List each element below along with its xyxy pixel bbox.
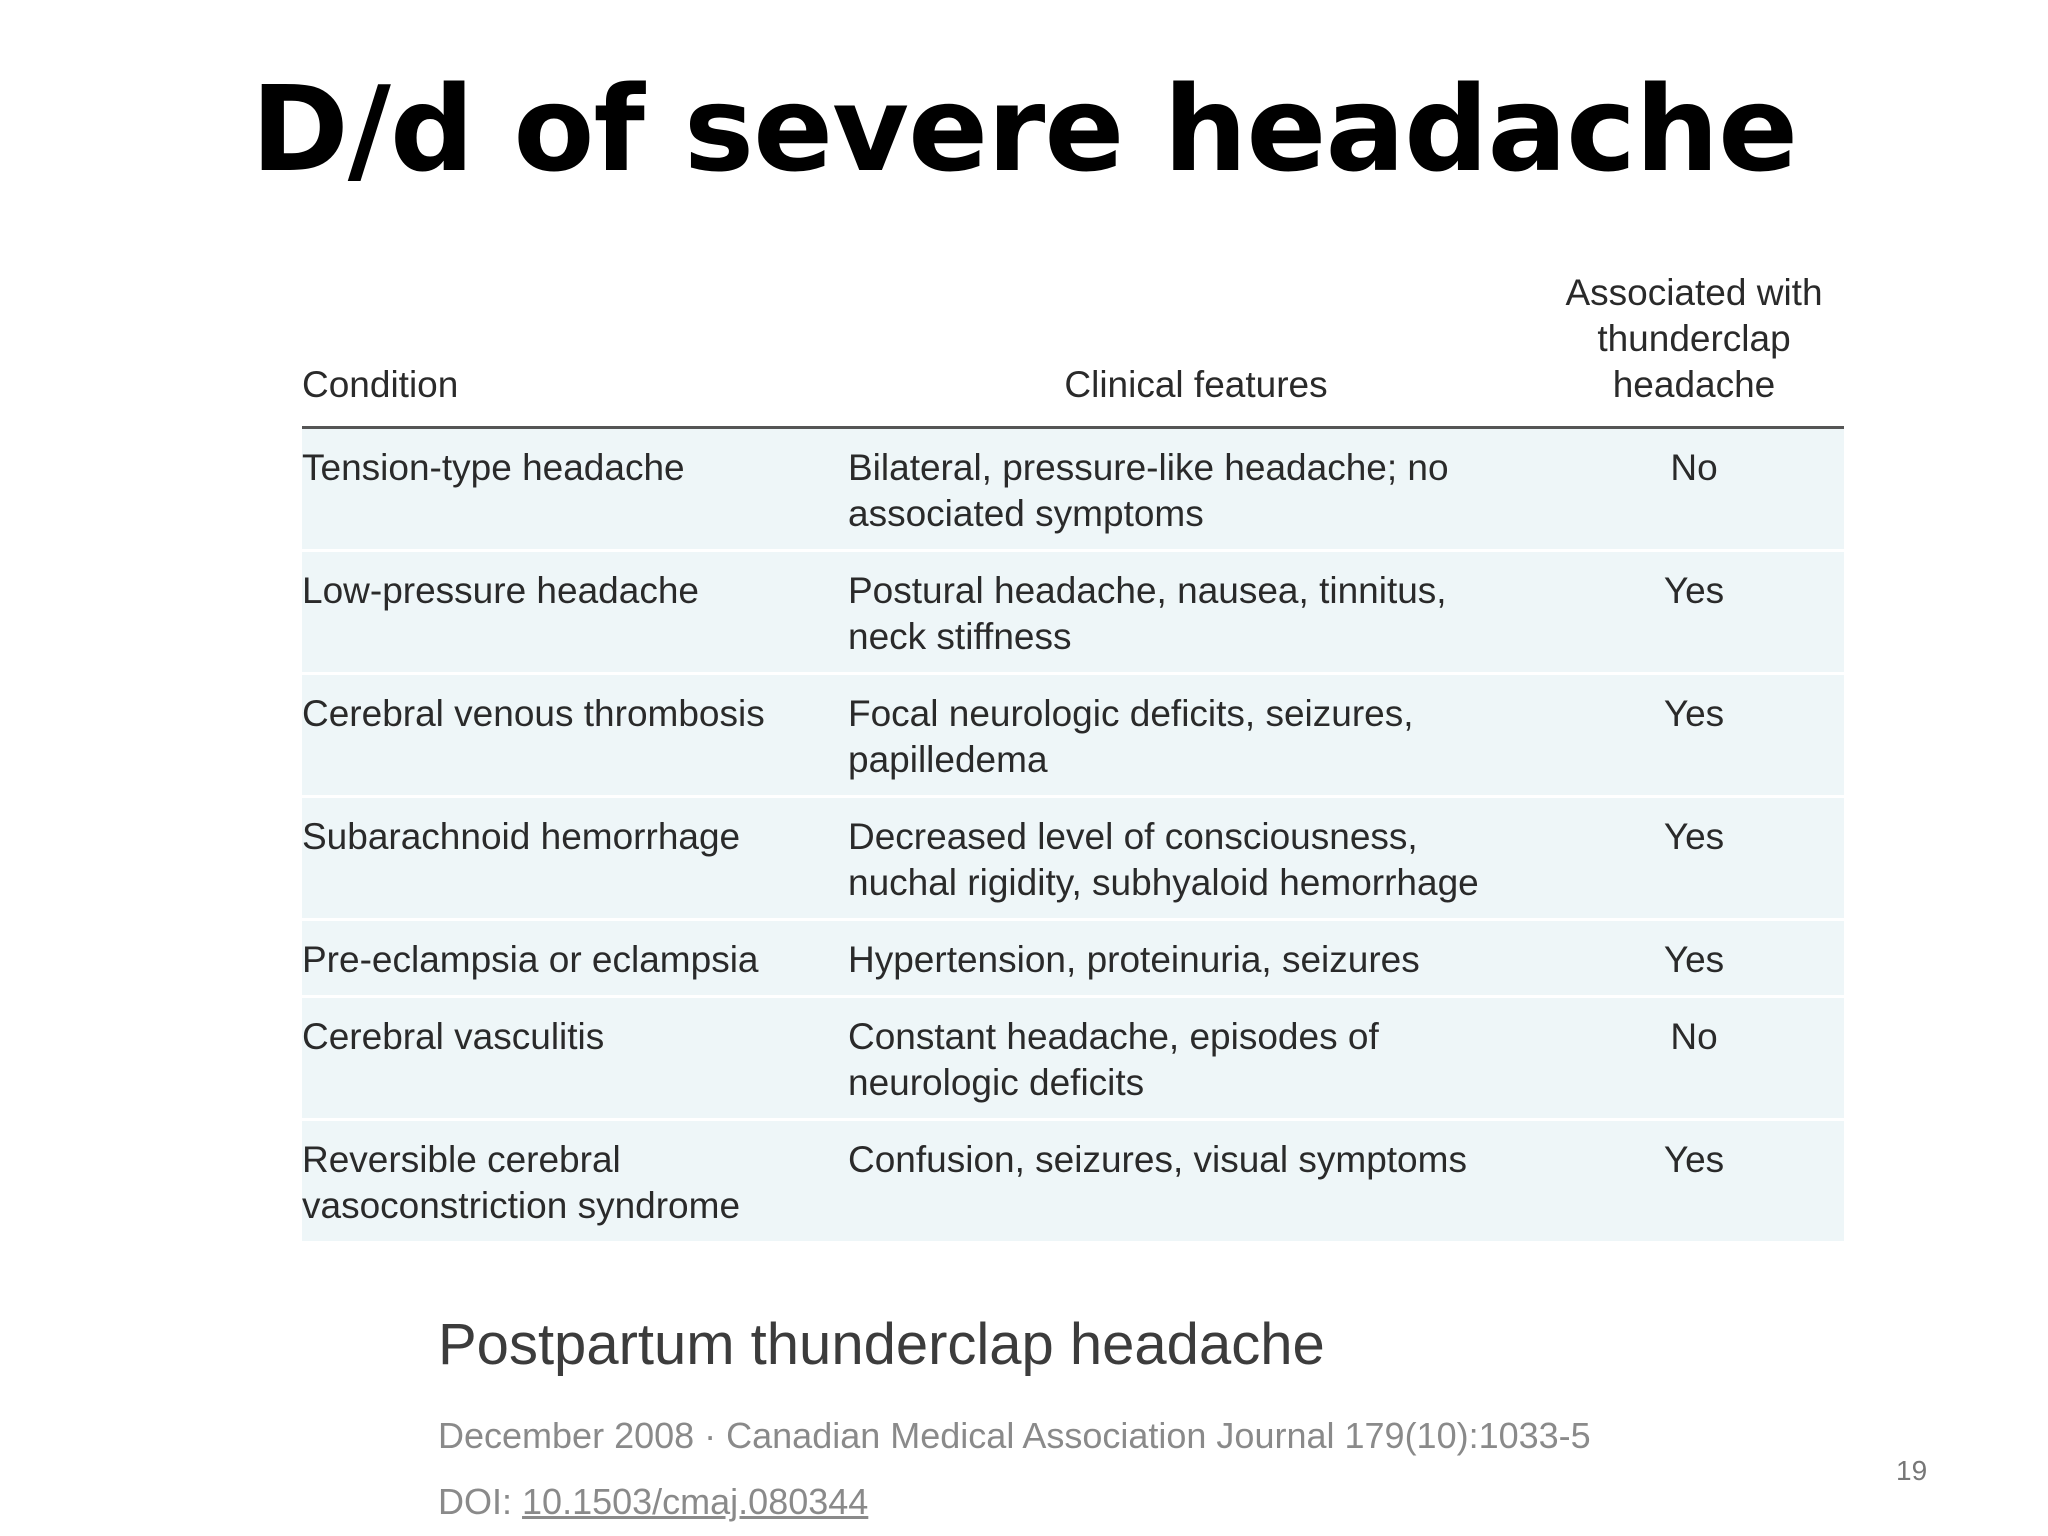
citation-title: Postpartum thunderclap headache: [438, 1312, 1325, 1377]
cell-associated: No: [1544, 997, 1844, 1120]
cell-condition: Pre-eclampsia or eclampsia: [302, 920, 848, 997]
cell-associated: Yes: [1544, 920, 1844, 997]
table-row: [302, 551, 1844, 674]
doi-link[interactable]: 10.1503/cmaj.080344: [522, 1481, 869, 1522]
cell-condition: Reversible cerebral vasoconstriction syndrome: [302, 1120, 848, 1243]
cell-condition: Cerebral venous thrombosis: [302, 674, 848, 797]
table-header-row: [302, 270, 1844, 428]
table-row: [302, 920, 1844, 997]
differential-table: [302, 270, 1844, 1244]
cell-features: Hypertension, proteinuria, seizures: [848, 920, 1544, 997]
cell-condition: Cerebral vasculitis: [302, 997, 848, 1120]
cell-features: Decreased level of consciousness, nuchal rigidity, subhyaloid hemorrhage: [848, 797, 1544, 920]
table-row: [302, 674, 1844, 797]
header-condition: Condition: [302, 270, 848, 428]
cell-condition: Tension-type headache: [302, 428, 848, 551]
citation-block: [438, 1310, 1591, 1524]
cell-features: Constant headache, episodes of neurologic deficits: [848, 997, 1544, 1120]
cell-features: Postural headache, nausea, tinnitus, neck stiffness: [848, 551, 1544, 674]
cell-features: Bilateral, pressure-like headache; no associated symptoms: [848, 428, 1544, 551]
cell-features: Focal neurologic deficits, seizures, papilledema: [848, 674, 1544, 797]
slide-title: D/d of severe headache: [250, 60, 1798, 198]
table-row: [302, 1120, 1844, 1243]
table-row: [302, 428, 1844, 551]
header-associated-thunderclap: Associated with thunderclap headache: [1544, 270, 1844, 428]
cell-associated: Yes: [1544, 674, 1844, 797]
cell-associated: Yes: [1544, 797, 1844, 920]
cell-condition: Subarachnoid hemorrhage: [302, 797, 848, 920]
cell-features: Confusion, seizures, visual symptoms: [848, 1120, 1544, 1243]
cell-associated: Yes: [1544, 551, 1844, 674]
citation-doi-line: [438, 1480, 1591, 1524]
cell-condition: Low-pressure headache: [302, 551, 848, 674]
table-row: [302, 997, 1844, 1120]
table-row: [302, 797, 1844, 920]
doi-label: DOI:: [438, 1481, 513, 1522]
header-clinical-features: Clinical features: [848, 270, 1544, 428]
citation-meta: December 2008 · Canadian Medical Association Journal 179(10):1033-5: [438, 1415, 1591, 1456]
page-number: 19: [1896, 1455, 1928, 1486]
cell-associated: Yes: [1544, 1120, 1844, 1243]
cell-associated: No: [1544, 428, 1844, 551]
